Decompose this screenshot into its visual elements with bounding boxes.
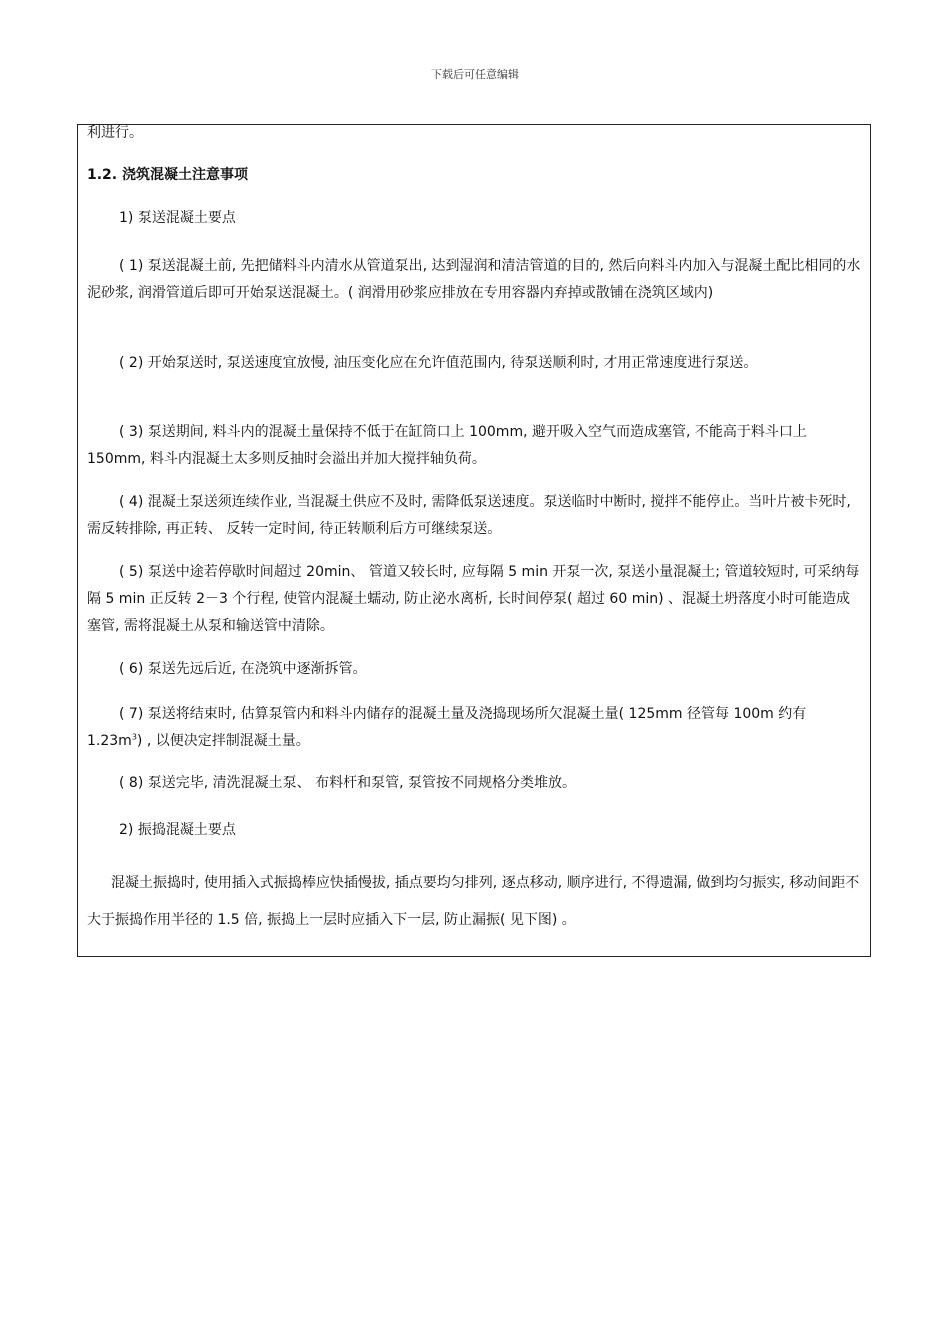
content-box bbox=[77, 124, 871, 957]
page-header: 下载后可任意编辑 bbox=[431, 68, 519, 81]
item-7 bbox=[87, 701, 863, 755]
item-5: ( 5) 泵送中途若停歇时间超过 20min、 管道又较长时, 应每隔 5 min 开泵一次, 泵送小量混凝土; 管道较短时, 可采纳每隔 5 min 正反转 2－3 个行程, 使管内混凝土蠕动, 防止泌水离析, 长时间停泵( 超过 60 min) 、混凝土坍落度小时可能造成塞管, 需将混凝土从泵和输送管中清除。 bbox=[87, 564, 860, 634]
item-8: ( 8) 泵送完毕, 清洗混凝土泵、 布料杆和泵管, 泵管按不同规格分类堆放。 bbox=[119, 775, 576, 791]
continuation-text: 利进行。 bbox=[87, 125, 143, 141]
subhead-vibration: 2) 振捣混凝土要点 bbox=[119, 822, 236, 838]
item-2: ( 2) 开始泵送时, 泵送速度宜放慢, 油压变化应在允许值范围内, 待泵送顺利时, 才用正常速度进行泵送。 bbox=[119, 355, 758, 371]
vibration-text: 混凝土振捣时, 使用插入式振捣棒应快插慢拔, 插点要均匀排列, 逐点移动, 顺序进行, 不得遗漏, 做到均匀振实, 移动间距不大于振捣作用半径的 1.5 倍, 振捣上一层时应插入下一层, 防止漏振( 见下图) 。 bbox=[87, 875, 860, 928]
section-title: 1.2. 浇筑混凝土注意事项 bbox=[87, 167, 248, 183]
item-7-superscript: 3 bbox=[131, 732, 137, 742]
item-7-tail: ) , 以便决定拌制混凝土量。 bbox=[136, 733, 310, 749]
item-4: ( 4) 混凝土泵送须连续作业, 当混凝土供应不及时, 需降低泵送速度。泵送临时中断时, 搅拌不能停止。当叶片被卡死时, 需反转排除, 再正转、 反转一定时间, 待正转顺利后方可继续泵送。 bbox=[87, 494, 851, 537]
item-1: ( 1) 泵送混凝土前, 先把储料斗内清水从管道泵出, 达到湿润和清洁管道的目的, 然后向料斗内加入与混凝土配比相同的水泥砂浆, 润滑管道后即可开始泵送混凝土。( 润滑用砂浆应排放在专用容器内弃掉或散铺在浇筑区域内) bbox=[87, 258, 861, 301]
item-7-text: ( 7) 泵送将结束时, 估算泵管内和料斗内储存的混凝土量及浇捣现场所欠混凝土量( 125mm 径管每 100m 约有 1.23m bbox=[87, 706, 807, 749]
item-3: ( 3) 泵送期间, 料斗内的混凝土量保持不低于在缸筒口上 100mm, 避开吸入空气而造成塞管, 不能高于料斗口上 150mm, 料斗内混凝土太多则反抽时会溢出并加大搅拌轴负荷。 bbox=[87, 424, 807, 467]
item-6: ( 6) 泵送先远后近, 在浇筑中逐渐拆管。 bbox=[119, 661, 367, 677]
subhead-pumping: 1) 泵送混凝土要点 bbox=[119, 210, 236, 226]
